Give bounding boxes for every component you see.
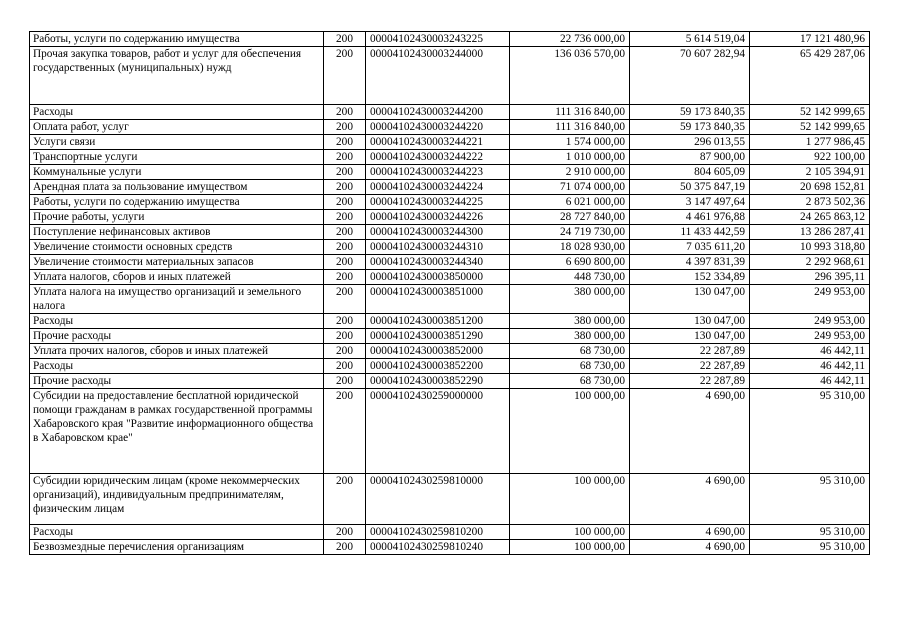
row-kbk-cell: 00004102430003244226 [366, 210, 510, 225]
row-code-cell: 200 [324, 270, 366, 285]
row-remaining-cell: 249 953,00 [750, 314, 870, 329]
row-plan-cell: 24 719 730,00 [510, 225, 630, 240]
table-row [30, 150, 870, 165]
row-executed-cell: 50 375 847,19 [630, 180, 750, 195]
row-plan-cell: 380 000,00 [510, 329, 630, 344]
table-row [30, 135, 870, 150]
table-row [30, 285, 870, 314]
row-kbk-cell: 00004102430003244221 [366, 135, 510, 150]
row-code-cell: 200 [324, 47, 366, 105]
row-remaining-cell: 1 277 986,45 [750, 135, 870, 150]
row-remaining-cell: 249 953,00 [750, 329, 870, 344]
row-remaining-cell: 95 310,00 [750, 525, 870, 540]
row-kbk-cell: 00004102430003851200 [366, 314, 510, 329]
row-executed-cell: 130 047,00 [630, 314, 750, 329]
row-executed-cell: 7 035 611,20 [630, 240, 750, 255]
row-executed-cell: 804 605,09 [630, 165, 750, 180]
row-code-cell: 200 [324, 525, 366, 540]
row-code-cell: 200 [324, 389, 366, 474]
row-kbk-cell: 00004102430259810000 [366, 474, 510, 525]
row-code-cell: 200 [324, 314, 366, 329]
row-executed-cell: 3 147 497,64 [630, 195, 750, 210]
row-plan-cell: 71 074 000,00 [510, 180, 630, 195]
table-row [30, 225, 870, 240]
row-kbk-cell: 00004102430003243225 [366, 32, 510, 47]
row-executed-cell: 152 334,89 [630, 270, 750, 285]
row-name-cell: Транспортные услуги [30, 150, 324, 165]
row-code-cell: 200 [324, 225, 366, 240]
row-kbk-cell: 00004102430003244222 [366, 150, 510, 165]
row-executed-cell: 22 287,89 [630, 344, 750, 359]
row-plan-cell: 68 730,00 [510, 374, 630, 389]
row-plan-cell: 100 000,00 [510, 389, 630, 474]
row-name-cell: Прочие расходы [30, 329, 324, 344]
row-name-cell: Расходы [30, 314, 324, 329]
table-row [30, 240, 870, 255]
row-executed-cell: 4 690,00 [630, 474, 750, 525]
row-code-cell: 200 [324, 105, 366, 120]
table-row [30, 255, 870, 270]
row-remaining-cell: 13 286 287,41 [750, 225, 870, 240]
row-code-cell: 200 [324, 180, 366, 195]
row-executed-cell: 59 173 840,35 [630, 120, 750, 135]
row-executed-cell: 4 397 831,39 [630, 255, 750, 270]
table-row [30, 474, 870, 525]
row-executed-cell: 70 607 282,94 [630, 47, 750, 105]
table-row [30, 32, 870, 47]
row-kbk-cell: 00004102430003851000 [366, 285, 510, 314]
row-executed-cell: 87 900,00 [630, 150, 750, 165]
row-name-cell: Прочие работы, услуги [30, 210, 324, 225]
table-row [30, 344, 870, 359]
row-code-cell: 200 [324, 195, 366, 210]
row-name-cell: Прочие расходы [30, 374, 324, 389]
row-kbk-cell: 00004102430003852200 [366, 359, 510, 374]
row-kbk-cell: 00004102430003850000 [366, 270, 510, 285]
row-plan-cell: 111 316 840,00 [510, 120, 630, 135]
row-name-cell: Прочая закупка товаров, работ и услуг для обеспечения государственных (муниципальных) нужд [30, 47, 324, 105]
row-plan-cell: 111 316 840,00 [510, 105, 630, 120]
row-plan-cell: 2 910 000,00 [510, 165, 630, 180]
table-row [30, 270, 870, 285]
row-remaining-cell: 52 142 999,65 [750, 105, 870, 120]
row-remaining-cell: 46 442,11 [750, 359, 870, 374]
row-kbk-cell: 00004102430003244223 [366, 165, 510, 180]
row-code-cell: 200 [324, 165, 366, 180]
row-code-cell: 200 [324, 240, 366, 255]
row-executed-cell: 4 690,00 [630, 389, 750, 474]
row-plan-cell: 18 028 930,00 [510, 240, 630, 255]
row-code-cell: 200 [324, 150, 366, 165]
row-plan-cell: 6 021 000,00 [510, 195, 630, 210]
table-row [30, 180, 870, 195]
table-row [30, 329, 870, 344]
row-executed-cell: 130 047,00 [630, 285, 750, 314]
row-remaining-cell: 2 873 502,36 [750, 195, 870, 210]
row-plan-cell: 380 000,00 [510, 314, 630, 329]
row-name-cell: Поступление нефинансовых активов [30, 225, 324, 240]
row-code-cell: 200 [324, 474, 366, 525]
row-name-cell: Уплата прочих налогов, сборов и иных платежей [30, 344, 324, 359]
row-remaining-cell: 10 993 318,80 [750, 240, 870, 255]
row-kbk-cell: 00004102430003244224 [366, 180, 510, 195]
row-executed-cell: 5 614 519,04 [630, 32, 750, 47]
row-remaining-cell: 95 310,00 [750, 540, 870, 555]
row-kbk-cell: 00004102430003852000 [366, 344, 510, 359]
table-row [30, 525, 870, 540]
row-executed-cell: 4 690,00 [630, 525, 750, 540]
row-executed-cell: 4 461 976,88 [630, 210, 750, 225]
row-plan-cell: 448 730,00 [510, 270, 630, 285]
row-executed-cell: 22 287,89 [630, 359, 750, 374]
row-name-cell: Субсидии юридическим лицам (кроме некоммерческих организаций), индивидуальным предпринимателям, физическим лицам [30, 474, 324, 525]
row-code-cell: 200 [324, 540, 366, 555]
row-name-cell: Оплата работ, услуг [30, 120, 324, 135]
row-plan-cell: 22 736 000,00 [510, 32, 630, 47]
row-plan-cell: 6 690 800,00 [510, 255, 630, 270]
row-executed-cell: 130 047,00 [630, 329, 750, 344]
table-row [30, 540, 870, 555]
row-kbk-cell: 00004102430259000000 [366, 389, 510, 474]
row-name-cell: Коммунальные услуги [30, 165, 324, 180]
row-kbk-cell: 00004102430003244340 [366, 255, 510, 270]
row-name-cell: Субсидии на предоставление бесплатной юридической помощи гражданам в рамках государственной программы Хабаровского края "Развитие информационного общества в Хабаровском крае" [30, 389, 324, 474]
row-plan-cell: 136 036 570,00 [510, 47, 630, 105]
table-row [30, 210, 870, 225]
row-remaining-cell: 95 310,00 [750, 389, 870, 474]
table-row [30, 105, 870, 120]
row-remaining-cell: 2 292 968,61 [750, 255, 870, 270]
row-executed-cell: 59 173 840,35 [630, 105, 750, 120]
table-row [30, 374, 870, 389]
row-name-cell: Расходы [30, 359, 324, 374]
row-kbk-cell: 00004102430003244310 [366, 240, 510, 255]
row-code-cell: 200 [324, 135, 366, 150]
row-plan-cell: 100 000,00 [510, 540, 630, 555]
row-remaining-cell: 65 429 287,06 [750, 47, 870, 105]
table-row [30, 359, 870, 374]
row-name-cell: Работы, услуги по содержанию имущества [30, 195, 324, 210]
row-plan-cell: 100 000,00 [510, 525, 630, 540]
row-plan-cell: 28 727 840,00 [510, 210, 630, 225]
row-name-cell: Увеличение стоимости основных средств [30, 240, 324, 255]
row-plan-cell: 100 000,00 [510, 474, 630, 525]
row-remaining-cell: 2 105 394,91 [750, 165, 870, 180]
row-kbk-cell: 00004102430259810200 [366, 525, 510, 540]
row-name-cell: Работы, услуги по содержанию имущества [30, 32, 324, 47]
table-row [30, 120, 870, 135]
row-remaining-cell: 296 395,11 [750, 270, 870, 285]
row-executed-cell: 296 013,55 [630, 135, 750, 150]
row-name-cell: Арендная плата за пользование имуществом [30, 180, 324, 195]
row-name-cell: Уплата налога на имущество организаций и земельного налога [30, 285, 324, 314]
row-remaining-cell: 17 121 480,96 [750, 32, 870, 47]
row-plan-cell: 1 574 000,00 [510, 135, 630, 150]
row-kbk-cell: 00004102430003244300 [366, 225, 510, 240]
row-name-cell: Расходы [30, 525, 324, 540]
row-code-cell: 200 [324, 285, 366, 314]
row-name-cell: Уплата налогов, сборов и иных платежей [30, 270, 324, 285]
row-kbk-cell: 00004102430003244000 [366, 47, 510, 105]
table-row [30, 314, 870, 329]
row-remaining-cell: 95 310,00 [750, 474, 870, 525]
budget-execution-table [29, 31, 870, 555]
row-plan-cell: 68 730,00 [510, 359, 630, 374]
row-name-cell: Расходы [30, 105, 324, 120]
row-kbk-cell: 00004102430003244225 [366, 195, 510, 210]
table-row [30, 195, 870, 210]
row-remaining-cell: 249 953,00 [750, 285, 870, 314]
row-executed-cell: 4 690,00 [630, 540, 750, 555]
row-remaining-cell: 46 442,11 [750, 374, 870, 389]
row-plan-cell: 380 000,00 [510, 285, 630, 314]
row-remaining-cell: 46 442,11 [750, 344, 870, 359]
row-code-cell: 200 [324, 359, 366, 374]
row-code-cell: 200 [324, 344, 366, 359]
row-kbk-cell: 00004102430003851290 [366, 329, 510, 344]
row-remaining-cell: 24 265 863,12 [750, 210, 870, 225]
row-name-cell: Услуги связи [30, 135, 324, 150]
row-executed-cell: 11 433 442,59 [630, 225, 750, 240]
table-row [30, 165, 870, 180]
row-code-cell: 200 [324, 210, 366, 225]
table-row [30, 389, 870, 474]
row-kbk-cell: 00004102430003244220 [366, 120, 510, 135]
row-code-cell: 200 [324, 329, 366, 344]
row-executed-cell: 22 287,89 [630, 374, 750, 389]
row-code-cell: 200 [324, 255, 366, 270]
row-code-cell: 200 [324, 120, 366, 135]
row-code-cell: 200 [324, 374, 366, 389]
table-row [30, 47, 870, 105]
row-kbk-cell: 00004102430003852290 [366, 374, 510, 389]
row-remaining-cell: 52 142 999,65 [750, 120, 870, 135]
row-name-cell: Увеличение стоимости материальных запасов [30, 255, 324, 270]
row-remaining-cell: 20 698 152,81 [750, 180, 870, 195]
row-name-cell: Безвозмездные перечисления организациям [30, 540, 324, 555]
row-plan-cell: 68 730,00 [510, 344, 630, 359]
row-kbk-cell: 00004102430259810240 [366, 540, 510, 555]
row-kbk-cell: 00004102430003244200 [366, 105, 510, 120]
table-body [30, 32, 870, 555]
row-remaining-cell: 922 100,00 [750, 150, 870, 165]
row-code-cell: 200 [324, 32, 366, 47]
row-plan-cell: 1 010 000,00 [510, 150, 630, 165]
